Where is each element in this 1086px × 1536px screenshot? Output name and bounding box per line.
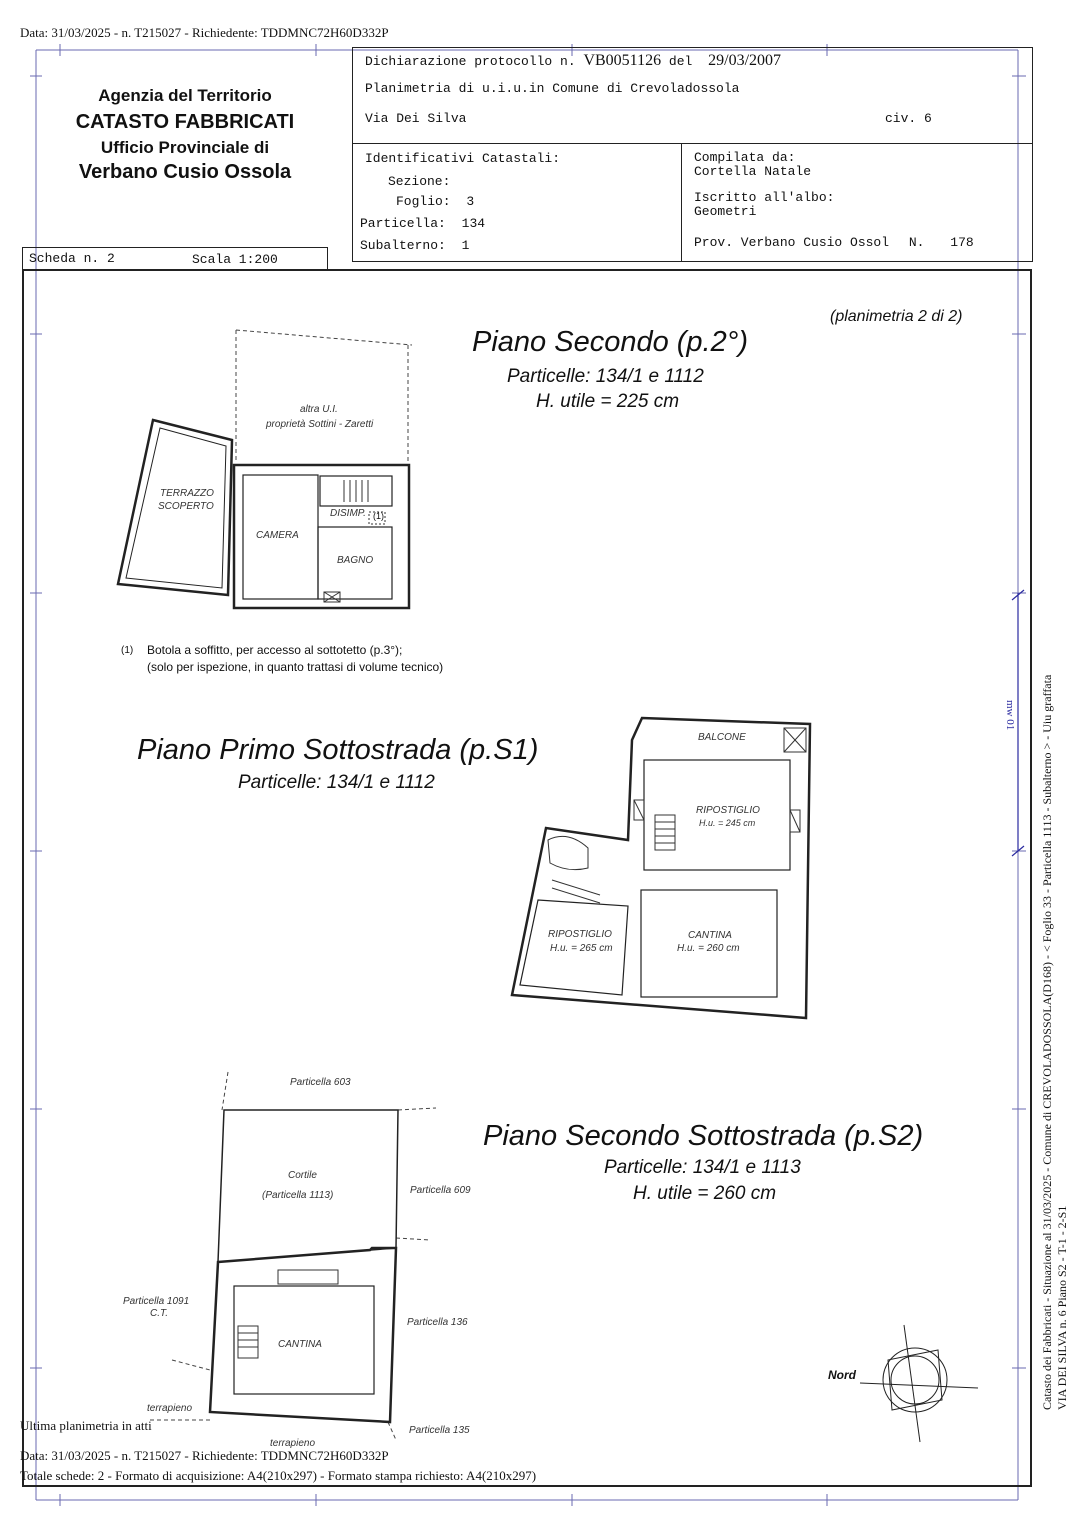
terrapieno-2: terrapieno: [270, 1438, 316, 1449]
particella-label: Particella:: [360, 216, 446, 231]
scala-label: Scala 1:200: [192, 252, 278, 267]
floor2-title: Piano Secondo (p.2°): [472, 326, 748, 358]
n-label: N.: [908, 235, 925, 250]
floor2-altra-ui: altra U.I.: [300, 404, 338, 415]
footnote-line2: (solo per ispezione, in quanto trattasi di volume tecnico): [147, 660, 444, 674]
particella-609: Particella 609: [410, 1185, 471, 1196]
footnote-number: (1): [121, 645, 134, 656]
floorS1-particelle: Particelle: 134/1 e 1112: [238, 772, 435, 793]
room-cantina-s2: CANTINA: [278, 1339, 322, 1350]
floor2-altra-owner: proprietà Sottini - Zaretti: [266, 419, 374, 430]
footnote-line1: Botola a soffitto, per accesso al sottotetto (p.3°);: [147, 643, 403, 657]
cortile-particella: (Particella 1113): [262, 1190, 334, 1201]
nord-label: Nord: [828, 1368, 856, 1382]
side-text-catasto: Catasto dei Fabbricati - Situazione al 31/03/2025 - Comune di CREVOLADOSSOLA(D168) - < Foglio 33 - Particella 1113 - Subalterno > - Uiu graffata: [1040, 674, 1054, 1410]
n-value: 178: [950, 235, 974, 250]
planimetria-line: Planimetria di u.i.u.in Comune di Crevoladossola: [365, 81, 740, 96]
cortile-label: Cortile: [288, 1170, 317, 1181]
cantina-s1-height: H.u. = 260 cm: [677, 943, 740, 954]
identificativi-title: Identificativi Catastali:: [365, 151, 561, 166]
particella-136: Particella 136: [407, 1317, 468, 1328]
floorS2-height: H. utile = 260 cm: [633, 1183, 777, 1204]
compilata-label: Compilata da:: [694, 150, 796, 165]
protocol-number: VB0051126: [583, 52, 662, 69]
room-bagno: BAGNO: [337, 555, 374, 566]
side-stamp: mw 01: [1004, 700, 1016, 731]
agency-name: Agenzia del Territorio: [98, 86, 272, 105]
civic-number: civ. 6: [885, 111, 932, 126]
prov-label: Prov. Verbano Cusio Ossol: [694, 235, 890, 250]
floor2-particelle: Particelle: 134/1 e 1112: [507, 366, 704, 387]
plan-count: (planimetria 2 di 2): [830, 308, 963, 325]
protocol-date: 29/03/2007: [708, 52, 782, 69]
address: Via Dei Silva: [365, 111, 467, 126]
room-terrazzo: TERRAZZO: [160, 488, 214, 499]
bottom-totale-line: Totale schede: 2 - Formato di acquisizione: A4(210x297) - Formato stampa richiesto: A4(210x297): [20, 1468, 537, 1483]
subalterno-label: Subalterno:: [360, 238, 446, 253]
room-ripostiglio-2: RIPOSTIGLIO: [548, 929, 612, 940]
particella-value: 134: [461, 216, 486, 231]
floorS2-particelle: Particelle: 134/1 e 1113: [604, 1157, 801, 1178]
compilata-name: Cortella Natale: [694, 164, 812, 179]
ufficio-name: Verbano Cusio Ossola: [78, 161, 292, 183]
floorS1-title: Piano Primo Sottostrada (p.S1): [137, 734, 539, 766]
foglio-label: Foglio:: [396, 194, 451, 209]
room-terrazzo-2: SCOPERTO: [158, 501, 214, 512]
room-disimp: DISIMP.: [330, 508, 366, 519]
room-balcone: BALCONE: [698, 732, 746, 743]
ripostiglio-1-height: H.u. = 245 cm: [699, 818, 756, 828]
albo-label: Iscritto all'albo:: [694, 190, 835, 205]
room-ripostiglio-1: RIPOSTIGLIO: [696, 805, 760, 816]
floorS2-title: Piano Secondo Sottostrada (p.S2): [483, 1120, 924, 1152]
albo-value: Geometri: [694, 204, 757, 219]
side-text-address: VIA DEI SILVA n. 6 Piano S2 - T-1 - 2-S1: [1055, 1205, 1069, 1410]
particella-135: Particella 135: [409, 1425, 470, 1436]
ripostiglio-2-height: H.u. = 265 cm: [550, 943, 613, 954]
protocol-label: Dichiarazione protocollo n.: [365, 54, 576, 69]
ct-label: C.T.: [150, 1308, 168, 1319]
room-camera: CAMERA: [256, 530, 299, 541]
subalterno-value: 1: [461, 238, 470, 253]
ultima-planimetria: Ultima planimetria in atti: [20, 1418, 152, 1433]
bottom-data-line: Data: 31/03/2025 - n. T215027 - Richiedente: TDDMNC72H60D332P: [20, 1448, 389, 1463]
note-marker: (1): [373, 511, 384, 521]
ufficio-label: Ufficio Provinciale di: [100, 138, 270, 157]
sezione-label: Sezione:: [388, 174, 451, 189]
particella-603: Particella 603: [290, 1077, 351, 1088]
protocol-del: del: [668, 54, 693, 69]
room-cantina-s1: CANTINA: [688, 930, 732, 941]
foglio-value: 3: [466, 194, 475, 209]
terrapieno-1: terrapieno: [147, 1403, 193, 1414]
catasto-title: CATASTO FABBRICATI: [75, 111, 295, 133]
particella-1091: Particella 1091: [123, 1296, 190, 1307]
floor2-height: H. utile = 225 cm: [536, 391, 680, 412]
scheda-label: Scheda n. 2: [29, 251, 115, 266]
top-data-line: Data: 31/03/2025 - n. T215027 - Richiedente: TDDMNC72H60D332P: [20, 25, 389, 40]
